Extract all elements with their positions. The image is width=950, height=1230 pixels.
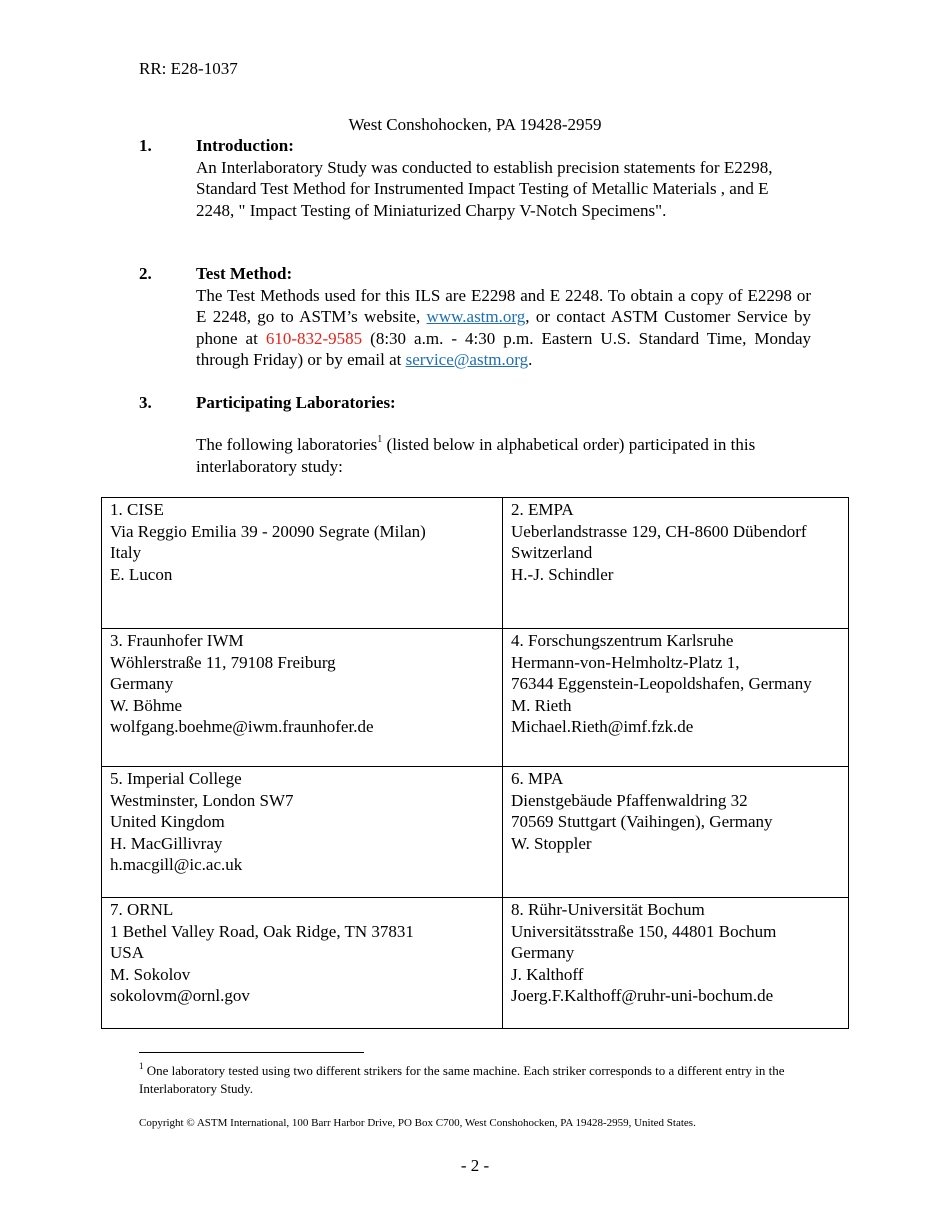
section-title: Introduction: <box>196 136 294 155</box>
lab-address: Hermann-von-Helmholtz-Platz 1, <box>511 652 740 672</box>
text-run: (8:30 a.m. - 4:30 p.m. Eastern U.S. Standard Time, Monday through Friday) or by email at <box>196 328 811 369</box>
text-run: . <box>528 350 533 369</box>
lab-cell-7 <box>102 898 503 1029</box>
table-row <box>102 767 849 898</box>
lab-name: 3. Fraunhofer IWM <box>110 631 244 650</box>
lab-cell-5 <box>102 767 503 898</box>
footnote-marker: 1 <box>139 1060 144 1071</box>
lab-name: 5. Imperial College <box>110 769 242 788</box>
lab-address: 70569 Stuttgart (Vaihingen), Germany <box>511 812 773 831</box>
laboratories-table <box>101 497 849 1029</box>
lab-contact: E. Lucon <box>110 564 173 584</box>
lab-address: Via Reggio Emilia 39 - 20090 Segrate (Milan) <box>110 521 426 541</box>
lab-contact: J. Kalthoff <box>511 964 584 984</box>
footnote-text: One laboratory tested using two different strikers for the same machine. Each striker corresponds to a different entry in the Interlaboratory Study. <box>139 1063 785 1096</box>
lab-cell-3 <box>102 629 503 767</box>
address-line: West Conshohocken, PA 19428-2959 <box>348 115 602 134</box>
section-title: Participating Laboratories: <box>196 393 396 412</box>
lab-country: Germany <box>110 674 174 693</box>
lab-name: 6. MPA <box>511 769 564 788</box>
table-row <box>102 898 849 1029</box>
lab-email: wolfgang.boehme@iwm.fraunhofer.de <box>110 717 374 736</box>
section-number: 2. <box>139 264 152 283</box>
text-run: The Test Methods used for this ILS are E2298 and E 2248. To obtain a copy of E2298 or E 2248, go to ASTM’s website, <box>196 285 811 326</box>
section-number: 3. <box>139 393 152 412</box>
lab-address: Wöhlerstraße 11, 79108 Freiburg <box>110 652 336 672</box>
lab-name: 2. EMPA <box>511 500 574 519</box>
lab-cell-1 <box>102 498 503 629</box>
lab-country: Germany <box>511 943 575 962</box>
lab-country: USA <box>110 943 145 962</box>
lab-name: 7. ORNL <box>110 900 174 919</box>
page-number: - 2 - <box>460 1156 490 1175</box>
lab-country: United Kingdom <box>110 812 225 831</box>
footnote <box>139 1062 799 1098</box>
copyright-notice: Copyright © ASTM International, 100 Barr Harbor Drive, PO Box C700, West Conshohocken, PA 19428-2959, United States. <box>139 1117 696 1129</box>
section-text: An Interlaboratory Study was conducted to establish precision statements for E2298, Standard Test Method for Instrumented Impact Testing of Metallic Materials , and E 2248, " Impact Testing of Miniaturized Charpy V-Notch Specimens". <box>196 157 773 220</box>
lab-email: sokolovm@ornl.gov <box>110 986 250 1005</box>
footnote-marker: 1 <box>377 434 383 446</box>
astm-website-link[interactable]: www.astm.org <box>426 307 526 326</box>
lab-cell-2 <box>503 498 849 629</box>
lab-address: Westminster, London SW7 <box>110 790 294 810</box>
lab-cell-6 <box>503 767 849 898</box>
lab-contact: W. Böhme <box>110 695 183 715</box>
lab-country: Italy <box>110 543 142 562</box>
phone-number: 610-832-9585 <box>265 328 363 348</box>
lab-name: 8. Rühr-Universität Bochum <box>511 900 705 919</box>
section-number: 1. <box>139 136 152 155</box>
section-text <box>196 285 811 371</box>
lab-contact: H.-J. Schindler <box>511 564 614 584</box>
lab-contact: H. MacGillivray <box>110 833 223 853</box>
lab-contact: M. Sokolov <box>110 964 191 984</box>
section-title: Test Method: <box>196 264 293 283</box>
lab-address: Dienstgebäude Pfaffenwaldring 32 <box>511 790 748 810</box>
lab-email: h.macgill@ic.ac.uk <box>110 855 243 874</box>
lab-contact: W. Stoppler <box>511 833 592 853</box>
table-row <box>102 498 849 629</box>
lab-address: 1 Bethel Valley Road, Oak Ridge, TN 37831 <box>110 921 414 941</box>
report-reference: RR: E28-1037 <box>139 59 238 78</box>
text-run: , or contact ASTM Customer Service by phone at <box>196 307 811 348</box>
section-text <box>196 434 816 477</box>
text-run: The following laboratories <box>196 435 378 454</box>
lab-address: Ueberlandstrasse 129, CH-8600 Dübendorf <box>511 521 807 541</box>
service-email-link[interactable]: service@astm.org <box>405 350 529 369</box>
lab-name: 4. Forschungszentrum Karlsruhe <box>511 631 734 650</box>
lab-cell-8 <box>503 898 849 1029</box>
lab-name: 1. CISE <box>110 500 164 519</box>
lab-cell-4 <box>503 629 849 767</box>
table-row <box>102 629 849 767</box>
lab-email: Joerg.F.Kalthoff@ruhr-uni-bochum.de <box>511 986 774 1005</box>
lab-email: Michael.Rieth@imf.fzk.de <box>511 717 694 736</box>
text-run: (listed below in alphabetical order) participated in this interlaboratory study: <box>196 435 756 476</box>
footnote-divider <box>139 1052 364 1053</box>
lab-address: 76344 Eggenstein-Leopoldshafen, Germany <box>511 674 812 693</box>
lab-country: Switzerland <box>511 543 593 562</box>
lab-address: Universitätsstraße 150, 44801 Bochum <box>511 921 777 941</box>
lab-contact: M. Rieth <box>511 695 572 715</box>
